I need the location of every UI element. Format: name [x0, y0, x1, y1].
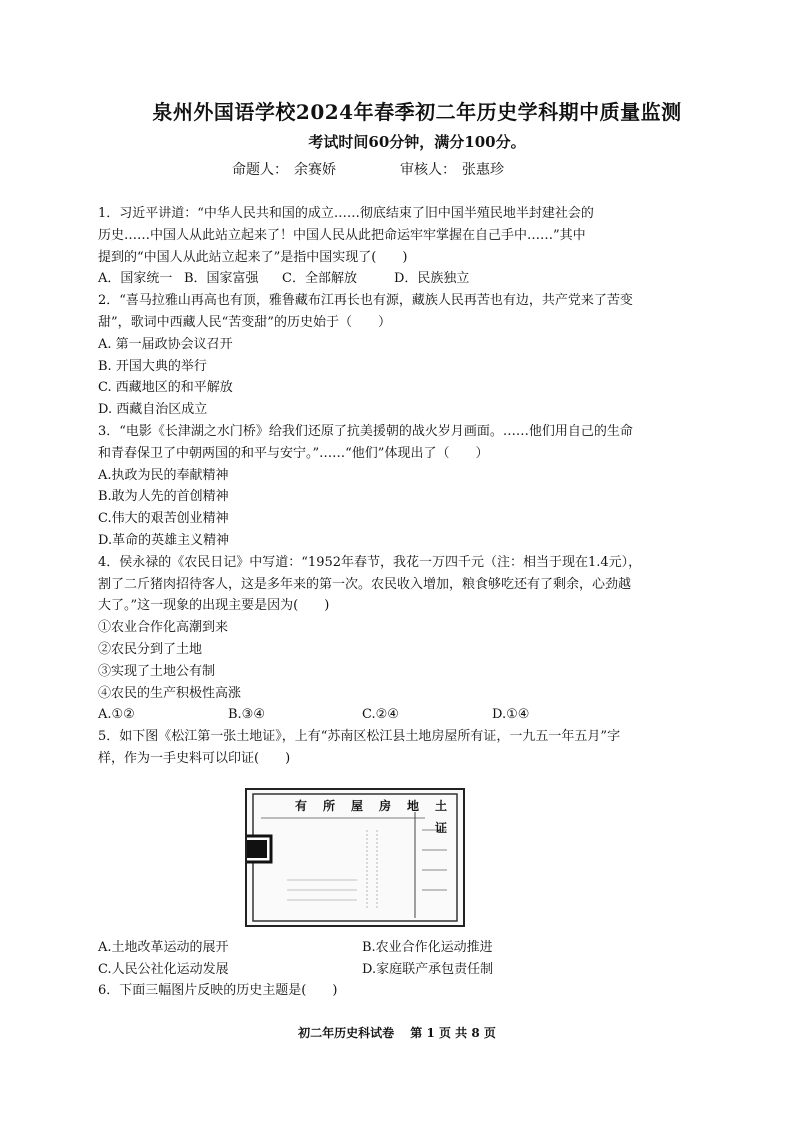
certificate-caption: 土地房屋所有证 — [294, 798, 463, 835]
question-line: 4．侯永禄的《农民日记》中写道：“1952年春节，我花一万四千元（注：相当于现在1.4元）， — [98, 554, 642, 570]
statement-item: ④农民的生产积极性高涨 — [98, 685, 242, 701]
question-line: 5．如下图《松江第一张土地证》，上有“苏南区松江县土地房屋所有证，一九五一年五月”字 — [98, 729, 621, 745]
question-4 — [98, 552, 690, 726]
question-1 — [98, 203, 690, 290]
option-d: D.①④ — [492, 707, 530, 723]
page-number: 第 1 页 共 8 页 — [410, 1026, 496, 1040]
question-line: 3．“电影《长津湖之水门桥》给我们还原了抗美援朝的战火岁月画面。……他们用自己的生命 — [98, 423, 633, 439]
question-6 — [98, 980, 690, 1002]
option-b: B.农业合作化运动推进 — [362, 939, 493, 955]
exam-title: 泉州外国语学校2024年春季初二年历史学科期中质量监测 — [152, 100, 682, 124]
question-line: 2．“喜马拉雅山再高也有顶，雅鲁藏布江再长也有源，藏族人民再苦也有边，共产党来了苦变 — [98, 293, 633, 309]
question-line: 和青春保卫了中朝两国的和平与安宁。”……“他们”体现出了（ ） — [98, 445, 489, 461]
option-b: B.③④ — [228, 707, 265, 723]
page-footer — [0, 1024, 794, 1041]
option-c: C. 西藏地区的和平解放 — [98, 380, 233, 396]
option-d: D. 西藏自治区成立 — [98, 402, 208, 418]
options-row — [98, 268, 690, 290]
questions-body — [98, 203, 690, 1002]
land-certificate-image — [245, 788, 465, 927]
question-line: 历史……中国人从此站立起来了！中国人民从此把命运牢牢掌握在自己手中……”其中 — [98, 227, 586, 243]
exam-subtitle: 考试时间60分钟，满分100分。 — [308, 133, 526, 151]
statement-item: ③实现了土地公有制 — [98, 663, 216, 679]
option-a: A．国家统一 — [98, 271, 173, 287]
authors-line — [232, 159, 510, 179]
question-line: 样，作为一手史料可以印证( ) — [98, 750, 291, 766]
paper-name: 初二年历史科试卷 — [298, 1026, 395, 1040]
question-line: 6．下面三幅图片反映的历史主题是( ) — [98, 983, 338, 999]
option-c: C.人民公社化运动发展 — [98, 961, 229, 977]
option-c: C.②④ — [362, 707, 399, 723]
option-a: A.执政为民的奉献精神 — [98, 467, 229, 483]
option-d: D.革命的英雄主义精神 — [98, 532, 230, 548]
statement-item: ②农民分到了土地 — [98, 641, 203, 657]
option-d: D.家庭联产承包责任制 — [362, 961, 494, 977]
options-row — [98, 959, 690, 981]
author-label: 命题人： — [232, 162, 288, 178]
author-name: 余赛娇 — [294, 162, 336, 178]
question-5 — [98, 726, 690, 980]
reviewer-label: 审核人： — [400, 162, 456, 178]
option-a: A.①② — [98, 707, 135, 723]
question-line: 大了。”这一现象的出现主要是因为( ) — [98, 598, 330, 614]
option-c: C.伟大的艰苦创业精神 — [98, 511, 229, 527]
question-line: 1．习近平讲道：“中华人民共和国的成立……彻底结束了旧中国半殖民地半封建社会的 — [98, 206, 594, 221]
option-b: B．国家富强 — [184, 271, 259, 287]
question-line: 提到的“中国人从此站立起来了”是指中国实现了( ) — [98, 249, 408, 265]
option-b: B. 开国大典的举行 — [98, 358, 207, 374]
question-3 — [98, 421, 690, 552]
options-row — [98, 937, 690, 959]
option-d: D．民族独立 — [394, 271, 470, 287]
option-b: B.敢为人先的首创精神 — [98, 489, 229, 505]
option-a: A.土地改革运动的展开 — [98, 939, 229, 955]
statement-item: ①农业合作化高潮到来 — [98, 620, 229, 636]
option-a: A. 第一届政协会议召开 — [98, 336, 233, 352]
option-c: C．全部解放 — [282, 271, 357, 287]
question-line: 甜”，歌词中西藏人民“苦变甜”的历史始于（ ） — [98, 314, 391, 330]
question-2 — [98, 290, 690, 421]
options-row — [98, 704, 690, 726]
reviewer-name: 张惠珍 — [462, 162, 504, 178]
question-line: 割了二斤猪肉招待客人，这是多年来的第一次。农民收入增加，粮食够吃还有了剩余，心劲越 — [98, 576, 632, 592]
